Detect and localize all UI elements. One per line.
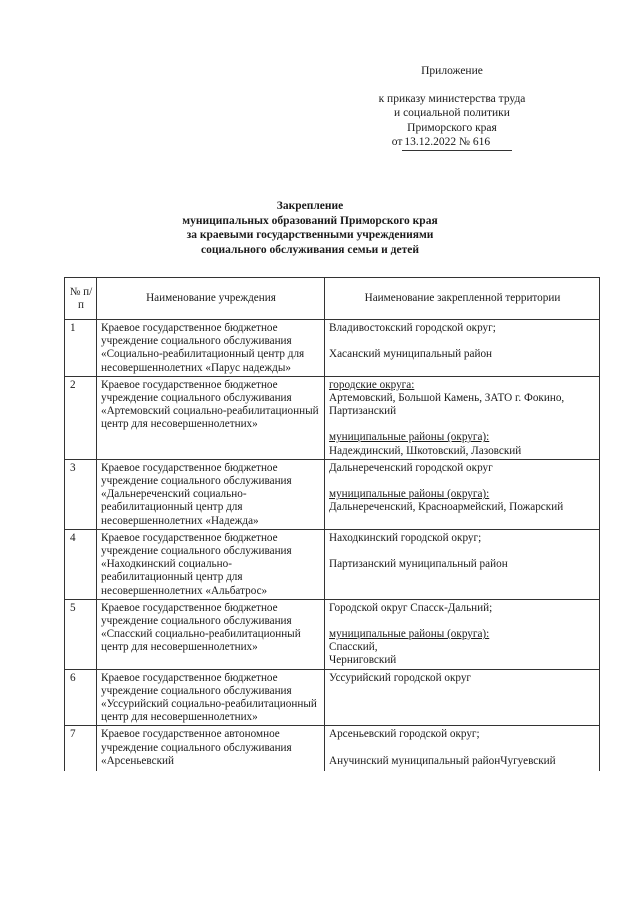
territory-line: Надеждинский, Шкотовский, Лазовский xyxy=(329,444,522,457)
table-row xyxy=(65,726,600,772)
institution-cell: Краевое государственное бюджетное учреждение социального обслуживания «Находкинский социально-реабилитационный центр для несовершеннолетних «Альбатрос» xyxy=(97,529,325,599)
row-num: 6 xyxy=(65,669,97,726)
row-num: 1 xyxy=(65,320,97,377)
territory-cell xyxy=(325,320,600,377)
territory-cell xyxy=(325,459,600,529)
territory-line: Анучинский муниципальный районЧугуевский xyxy=(329,754,556,767)
order-date-underline xyxy=(402,135,512,151)
institution-cell: Краевое государственное бюджетное учреждение социального обслуживания «Артемовский социально-реабилитационный центр для несовершеннолетних» xyxy=(97,376,325,459)
table-row xyxy=(65,599,600,669)
territory-subheading: муниципальные районы (округа): xyxy=(329,488,490,501)
order-line-3: Приморского края xyxy=(407,121,497,134)
table-row xyxy=(65,669,600,726)
appendix-block xyxy=(372,64,532,151)
order-line-1: к приказу министерства труда xyxy=(378,92,526,105)
row-num: 2 xyxy=(65,376,97,459)
territory-line: Дальнереченский городской округ xyxy=(329,461,493,474)
appendix-title: Приложение xyxy=(421,65,483,77)
institution-cell: Краевое государственное бюджетное учреждение социального обслуживания «Дальнереченский социально-реабилитационный центр для несовершеннолетних «Надежда» xyxy=(97,459,325,529)
territory-cell xyxy=(325,726,600,772)
table-row xyxy=(65,459,600,529)
row-num: 5 xyxy=(65,599,97,669)
table-row xyxy=(65,320,600,377)
header-territory: Наименование закрепленной территории xyxy=(325,278,600,320)
territory-cell xyxy=(325,376,600,459)
order-line-2: и социальной политики xyxy=(394,107,510,119)
date-prefix: от xyxy=(391,136,403,148)
territory-line: Партизанский муниципальный район xyxy=(329,558,508,571)
territory-line: Владивостокский городской округ; xyxy=(329,322,496,334)
document-heading xyxy=(110,199,510,257)
assignment-table xyxy=(64,277,600,771)
order-date: 13.12.2022 xyxy=(404,136,457,148)
header-num: № п/п xyxy=(65,278,97,320)
territory-cell xyxy=(325,599,600,669)
territory-line: Городской округ Спасск-Дальний; xyxy=(329,601,493,614)
header-institution: Наименование учреждения xyxy=(97,278,325,320)
table-header-row xyxy=(65,278,600,320)
territory-subheading: муниципальные районы (округа): xyxy=(329,628,490,641)
table-row xyxy=(65,529,600,599)
territory-line: Черниговский xyxy=(329,654,397,667)
heading-line-3: за краевыми государственными учреждениями xyxy=(186,229,434,241)
institution-cell: Краевое государственное бюджетное учреждение социального обслуживания «Уссурийский социально-реабилитационный центр для несовершеннолетних» xyxy=(97,669,325,726)
territory-line: Хасанский муниципальный район xyxy=(329,348,493,361)
row-num: 3 xyxy=(65,459,97,529)
territory-subheading: городские округа: xyxy=(329,378,415,391)
heading-line-4: социального обслуживания семьи и детей xyxy=(201,243,419,256)
territory-cell xyxy=(325,529,600,599)
institution-cell: Краевое государственное бюджетное учреждение социального обслуживания «Социально-реабилитационный центр для несовершеннолетних «Парус надежды» xyxy=(97,320,325,377)
territory-cell xyxy=(325,669,600,726)
territory-line: Дальнереченский, Красноармейский, Пожарский xyxy=(329,501,564,514)
row-num: 7 xyxy=(65,726,97,772)
territory-subheading: муниципальные районы (округа): xyxy=(329,431,490,444)
territory-line: Артемовский, Большой Камень, ЗАТО г. Фокино, Партизанский xyxy=(329,392,565,418)
institution-cell: Краевое государственное бюджетное учреждение социального обслуживания «Спасский социально-реабилитационный центр для несовершеннолетних» xyxy=(97,599,325,669)
territory-line: Уссурийский городской округ xyxy=(329,671,472,684)
territory-line: Арсеньевский городской округ; xyxy=(329,728,480,741)
order-date-line xyxy=(372,135,532,151)
territory-line: Спасский, xyxy=(329,641,378,654)
order-number: 616 xyxy=(472,136,491,148)
row-num: 4 xyxy=(65,529,97,599)
heading-line-2: муниципальных образований Приморского края xyxy=(182,214,438,227)
heading-line-1: Закрепление xyxy=(276,200,344,212)
number-sign: № xyxy=(459,136,470,148)
territory-line: Находкинский городской округ; xyxy=(329,531,482,544)
institution-cell: Краевое государственное автономное учреждение социального обслуживания «Арсеньевский xyxy=(97,726,325,772)
table-row xyxy=(65,376,600,459)
